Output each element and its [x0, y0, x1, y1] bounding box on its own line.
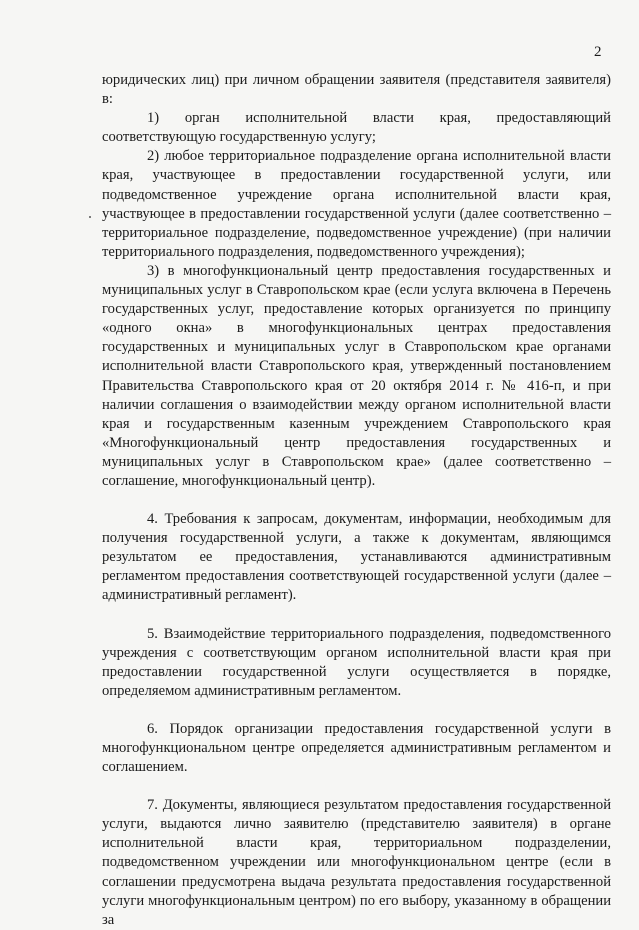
scan-mark	[89, 216, 91, 218]
paragraph-item-3: 3) в многофункциональный центр предоставления государственных и муниципальных услуг в Ставропольском крае (если услуга включена в Перечень государственных услуг, предоставление которых организуется по принципу «одного окна» в многофункциональных центрах предоставления государственных и муниципальных услуг в Ставропольском крае органами исполнительной власти Ставропольского края, утвержденный постановлением Правительства Ставропольского края от 20 октября 2014 г. № 416-п, и при наличии соглашения о взаимодействии между органом исполнительной власти края и государственным казенным учреждением Ставропольского края «Многофункциональный центр предоставления государственных и муниципальных услуг в Ставропольском крае» (далее соответственно – соглашение, многофункциональный центр).	[102, 262, 611, 489]
paragraph-section-6: 6. Порядок организации предоставления государственной услуги в многофункциональном центре определяется административным регламентом и соглашением.	[102, 720, 611, 776]
paragraph-section-7: 7. Документы, являющиеся результатом предоставления государственной услуги, выдаются лично заявителю (представителю заявителя) в органе исполнительной власти края, территориальном подразделении, подведомственном учреждении или многофункциональном центре (если в соглашении предусмотрена выдача результата предоставления государственной услуги многофункциональным центром) по его выбору, указанному в обращении за	[102, 797, 611, 928]
paragraph-item-1: 1) орган исполнительной власти края, предоставляющий соответствующую государственную услугу;	[102, 110, 611, 146]
paragraph-section-4: 4. Требования к запросам, документам, информации, необходимым для получения государственной услуги, а также к документам, являющимся результатом ее предоставления, устанавливаются административным регламентом предоставления соответствующей государственной услуги (далее – административный регламент).	[102, 511, 611, 604]
document-body	[102, 71, 611, 930]
paragraph-item-2: 2) любое территориальное подразделение органа исполнительной власти края, участвующее в предоставлении государственной услуги, или подведомственное учреждение органа исполнительной власти края, участвующее в предоставлении государственной услуги (далее соответственно – территориальное подразделение, подведомственное учреждение) (при наличии территориального подразделения, подведомственного учреждения);	[102, 148, 611, 260]
paragraph-section-5: 5. Взаимодействие территориального подразделения, подведомственного учреждения с соответствующим органом исполнительной власти края при предоставлении государственной услуги осуществляется в порядке, определяемом административным регламентом.	[102, 625, 611, 699]
paragraph-continuation: юридических лиц) при личном обращении заявителя (представителя заявителя) в:	[102, 72, 611, 108]
page-number: 2	[594, 44, 602, 60]
